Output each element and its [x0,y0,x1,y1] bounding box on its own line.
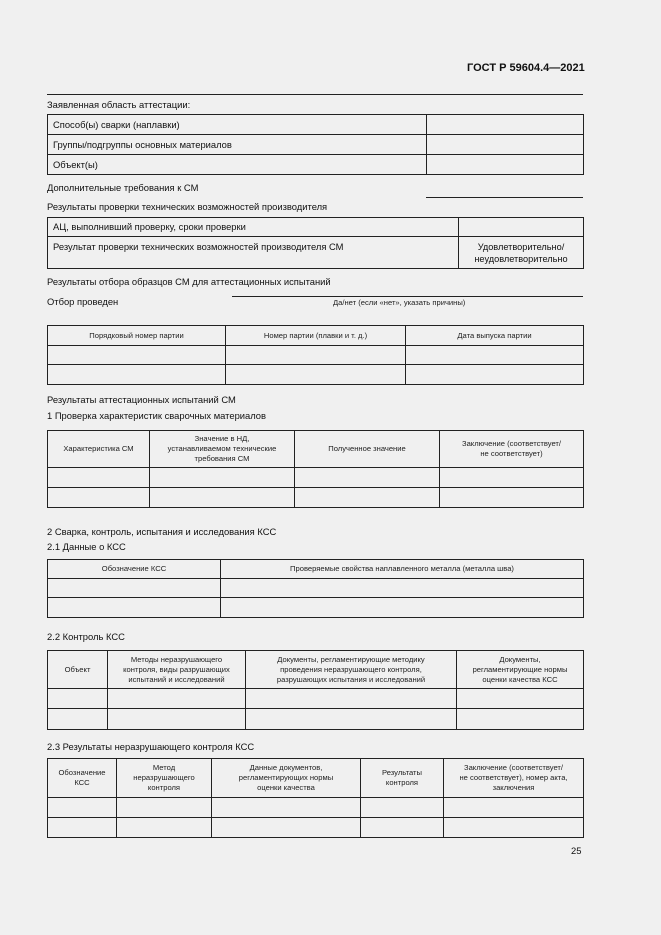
header-line: неразрушающего [133,773,195,782]
capability-result-line: неудовлетворительно [474,253,568,264]
header-line: Метод [152,763,176,772]
table-cell[interactable] [444,818,584,838]
table-cell[interactable] [457,709,584,730]
table-header-row [48,759,584,798]
table-header-row [48,431,584,468]
column-header: Обозначение КСС [48,560,221,579]
table-row [48,488,584,508]
header-line: Заключение (соответствует/ [463,763,564,772]
section-2-1-title: 2.1 Данные о КСС [47,541,126,552]
section-1-title: 1 Проверка характеристик сварочных материалов [47,410,267,421]
header-rule [47,94,583,95]
table-row [48,218,584,237]
capability-result-line: Удовлетворительно/ [477,241,565,252]
table-cell[interactable] [212,818,361,838]
table-cell[interactable] [361,798,444,818]
header-line: Документы, регламентирующие методику [277,654,425,664]
header-line: заключения [492,783,535,792]
scope-row-label: Объект(ы) [48,155,427,175]
table-cell[interactable] [221,579,584,598]
table-cell[interactable] [117,818,212,838]
capability-row-label: Результат проверки технических возможностей производителя СМ [48,237,459,269]
table-cell[interactable] [406,365,584,385]
table-cell[interactable] [440,488,584,508]
sampling-table [47,325,584,385]
header-line: контроля [147,783,181,792]
column-header [361,759,444,798]
table-row [48,135,584,155]
column-header: Номер партии (плавки и т. д.) [226,326,406,346]
table-cell[interactable] [457,689,584,709]
table-cell[interactable] [117,798,212,818]
table-row [48,237,584,269]
table-cell[interactable] [48,488,150,508]
table-cell[interactable] [246,709,457,730]
kss-control-table [47,650,584,730]
section-2-title: 2 Сварка, контроль, испытания и исследования КСС [47,526,277,537]
table-cell[interactable] [48,689,108,709]
header-line: проведения неразрушающего контроля, [280,664,422,674]
header-line: не соответствует), номер акта, [459,773,568,782]
ndt-results-table [47,758,584,838]
table-cell[interactable] [361,818,444,838]
column-header: Порядковый номер партии [48,326,226,346]
header-line: КСС [74,778,90,787]
table-row [48,365,584,385]
table-row [48,689,584,709]
additional-requirements-line[interactable] [426,197,583,198]
scope-row-value[interactable] [427,155,584,175]
capability-table [47,217,584,269]
header-line: Значение в НД, [194,434,250,443]
header-line: Обозначение [58,768,106,777]
table-row [48,579,584,598]
column-header [108,651,246,689]
standard-number: ГОСТ Р 59604.4—2021 [467,62,585,74]
header-line: контроля, виды разрушающих [123,664,230,674]
column-header: Проверяемые свойства наплавленного металла (металла шва) [221,560,584,579]
header-line: Заключение (соответствует/ [461,439,562,448]
table-cell[interactable] [48,798,117,818]
table-cell[interactable] [108,709,246,730]
header-line: Методы неразрушающего [130,654,223,664]
page-number: 25 [571,845,582,856]
table-cell[interactable] [212,798,361,818]
table-cell[interactable] [48,818,117,838]
table-cell[interactable] [150,488,295,508]
table-row [48,155,584,175]
table-row [48,709,584,730]
table-cell[interactable] [48,468,150,488]
column-header [457,651,584,689]
table-cell[interactable] [48,598,221,618]
section-2-2-title: 2.2 Контроль КСС [47,631,125,642]
table-row [48,818,584,838]
table-cell[interactable] [440,468,584,488]
table-cell[interactable] [221,598,584,618]
column-header [117,759,212,798]
table-row [48,798,584,818]
table-cell[interactable] [150,468,295,488]
header-line: устанавливаемом технические [167,444,277,453]
scope-row-value[interactable] [427,115,584,135]
table-row [48,468,584,488]
header-line: Результаты [382,768,422,777]
table-cell[interactable] [226,346,406,365]
capability-title: Результаты проверки технических возможностей производителя [47,201,328,212]
header-line: регламентирующих нормы [238,773,334,782]
capability-row-value[interactable] [459,218,584,237]
header-line: Данные документов, [249,763,323,772]
additional-requirements-label: Дополнительные требования к СМ [47,182,199,193]
header-line: Документы, [499,654,541,664]
scope-row-value[interactable] [427,135,584,155]
table-cell[interactable] [48,365,226,385]
table-cell[interactable] [246,689,457,709]
materials-check-table [47,430,584,508]
capability-row-label: АЦ, выполнивший проверку, сроки проверки [48,218,459,237]
table-cell[interactable] [48,709,108,730]
header-line: разрушающих испытания и исследований [276,674,426,684]
column-header [246,651,457,689]
table-header-row [48,560,584,579]
column-header: Полученное значение [295,431,440,468]
header-line: испытаний и исследований [128,674,225,684]
table-cell[interactable] [108,689,246,709]
section-2-3-title: 2.3 Результаты неразрушающего контроля КСС [47,741,255,752]
table-header-row [48,651,584,689]
header-line: контроля [385,778,419,787]
header-line: регламентирующие нормы [472,664,568,674]
column-header [48,759,117,798]
header-line: требования СМ [194,454,250,463]
kss-data-table [47,559,584,618]
table-cell[interactable] [295,488,440,508]
table-cell[interactable] [48,346,226,365]
header-line: не соответствует) [480,449,543,458]
column-header [150,431,295,468]
table-cell[interactable] [444,798,584,818]
table-cell[interactable] [48,579,221,598]
column-header [440,431,584,468]
scope-row-label: Группы/подгруппы основных материалов [48,135,427,155]
table-cell[interactable] [226,365,406,385]
column-header: Дата выпуска партии [406,326,584,346]
table-cell[interactable] [295,468,440,488]
column-header: Характеристика СМ [48,431,150,468]
table-row [48,115,584,135]
capability-result[interactable] [459,237,584,269]
sampling-title: Результаты отбора образцов СМ для аттестационных испытаний [47,276,331,287]
table-row [48,346,584,365]
scope-row-label: Способ(ы) сварки (наплавки) [48,115,427,135]
table-header-row [48,326,584,346]
scope-table [47,114,584,175]
sampling-done-label: Отбор проведен [47,296,119,307]
column-header [444,759,584,798]
sampling-done-line[interactable] [232,296,583,297]
column-header [212,759,361,798]
tests-title: Результаты аттестационных испытаний СМ [47,394,236,405]
column-header: Объект [48,651,108,689]
header-line: оценки качества [257,783,315,792]
sampling-done-hint: Да/нет (если «нет», указать причины) [333,298,466,307]
header-line: оценки качества КСС [482,674,558,684]
table-row [48,598,584,618]
scope-title: Заявленная область аттестации: [47,99,191,110]
table-cell[interactable] [406,346,584,365]
